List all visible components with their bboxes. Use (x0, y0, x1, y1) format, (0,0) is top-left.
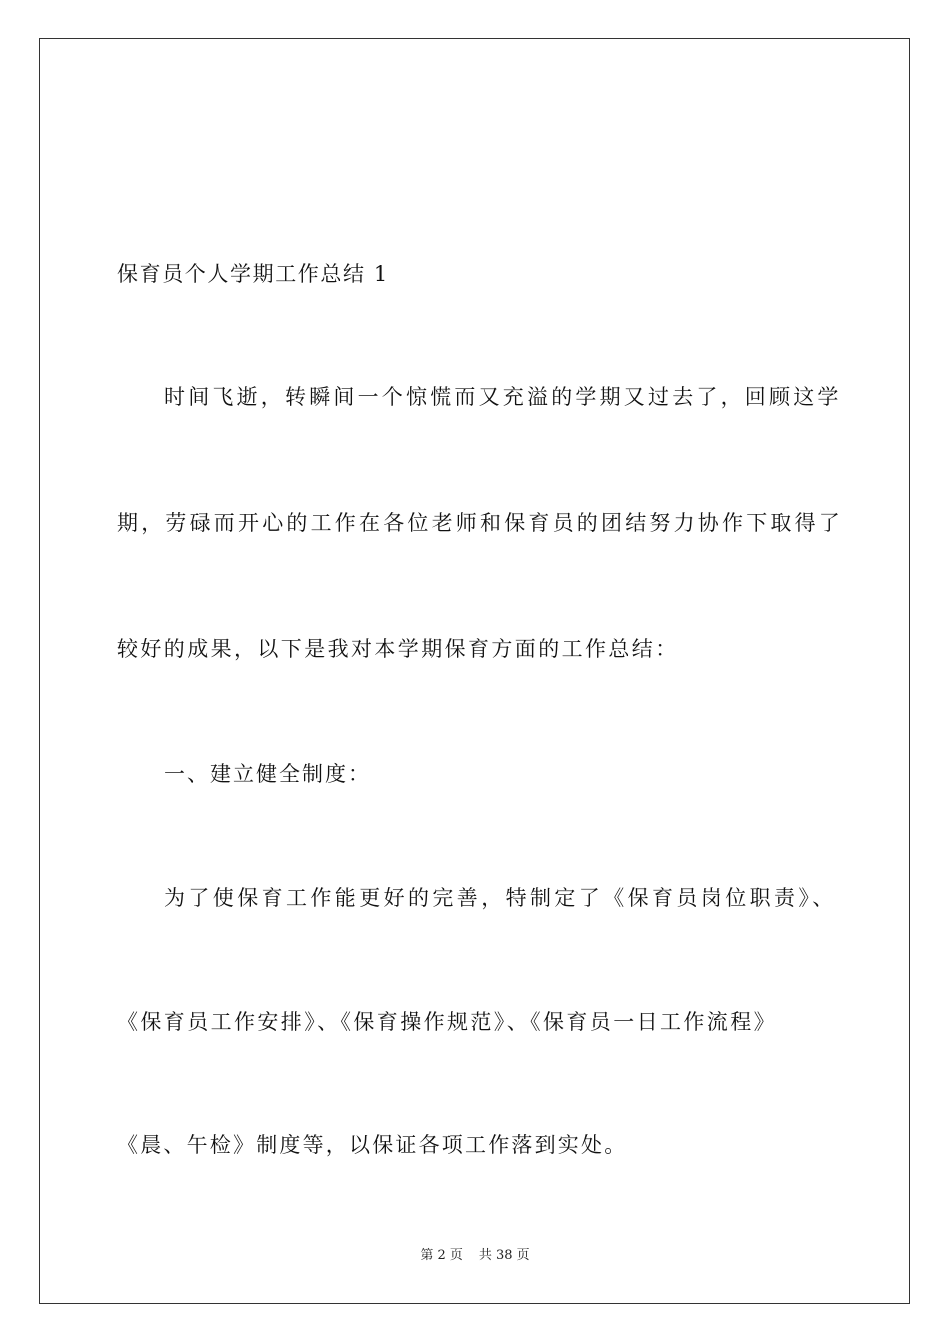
page-number: 第 2 页 (420, 1248, 463, 1263)
paragraph-line: 为了使保育工作能更好的完善，特制定了《保育员岗位职责》、 (164, 886, 837, 910)
page-border (39, 38, 910, 1304)
paragraph-line: 《晨、午检》制度等，以保证各项工作落到实处。 (117, 1133, 628, 1157)
paragraph-line: 期，劳碌而开心的工作在各位老师和保育员的团结努力协作下取得了 (117, 511, 843, 535)
paragraph-line: 《保育员工作安排》、《保育操作规范》、《保育员一日工作流程》 (117, 1010, 777, 1034)
paragraph-line: 时间飞逝，转瞬间一个惊慌而又充溢的学期又过去了，回顾这学 (164, 385, 842, 409)
section-heading: 一、建立健全制度： (164, 762, 371, 786)
paragraph-line: 较好的成果，以下是我对本学期保育方面的工作总结： (117, 637, 679, 661)
page-footer (0, 1247, 950, 1265)
page-total: 共 38 页 (478, 1248, 530, 1263)
document-title: 保育员个人学期工作总结 1 (117, 262, 389, 286)
